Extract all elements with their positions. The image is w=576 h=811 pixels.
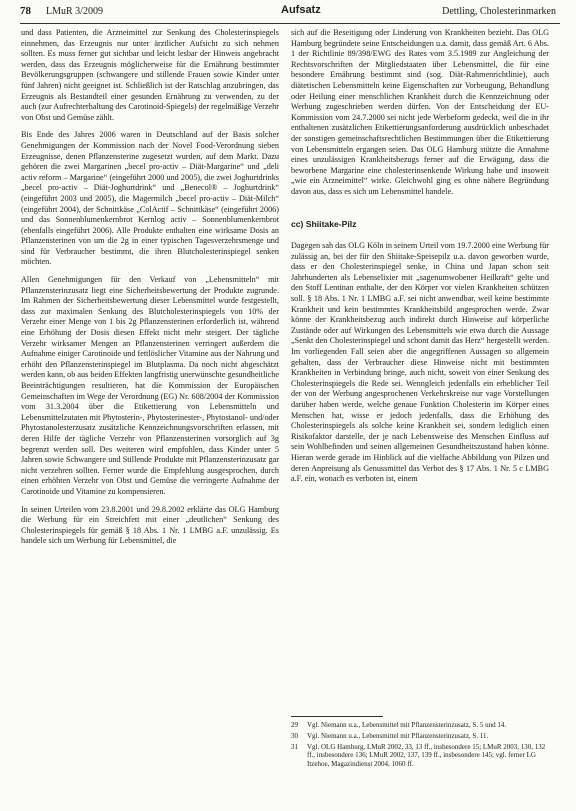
footnote <box>291 743 549 769</box>
paragraph: sich auf die Beseitigung oder Linderung von Krankheiten bezieht. Das OLG Hamburg begründete seine Entscheidungen u.a. damit, dass gemäß Art. 6 Abs. 1 der Richtlinie 89/398/EWG des Rates vom 3.5.1989 zur Angleichung der Rechtsvorschriften der Mitgliedstaaten über Lebensmittel, die für eine besondere Ernährung bestimmt sind (sog. Diät-Rahmenrichtlinie), auch diätetischen Lebensmitteln keine Eigenschaften zur Vorbeugung, Behandlung oder Heilung einer menschlichen Krankheit durch die Kennzeichnung oder Werbung zugeschrieben werden dürfen. Von der Entscheidung der EU-Kommission vom 24.7.2000 sei nicht jede Werbeform gedeckt, weil die in ihr enthaltenen zusätzlichen Etikettierungsanforderung ausdrücklich unbeschadet der sonstigen gemeinschaftsrechtlichen Bestimmungen über die Etikettierung von Lebensmitteln ergangen seien. Das OLG Hamburg stützte die Annahme eines unzulässigen Krankheitsbezugs ferner auf die Erwägung, dass die beworbene Margarine eine cholesterinsenkende Wirkung habe und insoweit „wie ein Arzneimittel“ wirke. Gleichwohl ging es ohne nähere Begründung davon aus, dass es sich um Lebensmittel handele. <box>291 28 549 196</box>
footnote-number: 29 <box>291 721 298 729</box>
paragraph: Bis Ende des Jahres 2006 waren in Deutschland auf der Basis solcher Genehmigungen der Kommission nach der Novel Food-Verordnung sieben Erzeugnisse, denen Pflanzensterine zugesetzt wurden, auf dem Markt. Dazu gehören die zwei Margarinen „becel pro-activ – Diät-Margarine“ und „deli activ reform – Margarine“ (eingeführt 2000 und 2005), die zwei Joghurtdrinks „becel pro-activ – Diät-Joghurtdrink“ und „Benecol® – Joghurtdrink“ (eingeführt 2003 und 2005), die Magermilch „becel pro-activ – Diät-Milch“ (eingeführt 2004), der Schnittkäse „ColActif – Schnittkäse“ (eingeführt 2006) und das Sonnenblumenkernbrot Kernlog activ – Sonnenblumenkernbrot (ebenfalls eingeführt 2006). Alle Produkte enthalten eine wirksame Dosis an Pflanzensterinen von um die 2g in einer typischen Tagesverzehrsmenge und sind für Verbraucher bestimmt, die ihren Blutcholesterinspiegel senken möchten. <box>21 130 279 267</box>
footnotes <box>291 716 549 771</box>
right-column <box>291 28 549 492</box>
section-heading: cc) Shiitake-Pilz <box>291 218 357 229</box>
page-header <box>20 3 560 24</box>
paragraph: In seinen Urteilen vom 23.8.2001 und 29.8.2002 erklärte das OLG Hamburg die Werbung für ein Streichfett mit einer „deutlichen“ Senkung des Cholesterinspiegels für gemäß § 18 Abs. 1 Nr. 1 LMBG a.F. unzulässig. Es handele sich um Werbung für Lebensmittel, die <box>21 504 279 546</box>
footnote-number: 30 <box>291 731 298 740</box>
footnote <box>291 721 549 730</box>
section-label: Aufsatz <box>281 4 321 16</box>
footnote-number: 31 <box>291 742 298 751</box>
paragraph: Allen Genehmigungen für den Verkauf von „Lebensmitteln“ mit Pflanzensterinzusatz liegt eine Sicherheitsbewertung der Produkte zugrunde. Im Rahmen der Sicherheitsbewertung dieser Lebensmittel wurde festgestellt, dass zur maximalen Senkung des Blutcholesterinspiegels von 10% der Verzehr einer Menge von 1 bis 2g Pflanzensterinen erforderlich ist, während eine Erhöhung der Dosis diesen Effekt nicht mehr steigert. Der tägliche Verzehr wirksamer Mengen an Pflanzensterinen verringert außerdem die Aufnahme einiger Carotinoide und fettlöslicher Vitamine aus der Nahrung und erhöht den Pflanzensterinspiegel im Blutplasma. Da noch nicht abgeschätzt werden kann, ob aus beiden Effekten langfristig unerwünschte gesundheitliche Beeinträchtigungen resultieren, hat die Kommission der Europäischen Gemeinschaften im Wege der Verordnung (EG) Nr. 608/2004 der Kommission vom 31.3.2004 über die Etikettierung von Lebensmitteln und Lebensmittelzutaten mit Phytosterin-, Phytosterinester-, Phytostanol- und/oder Phytostanolesterzusatz zusätzliche Kennzeichnungsvorschriften erlassen, mit deren Hilfe der tägliche Verzehr von Pflanzensterinen vorsorglich auf 3g begrenzt werden soll. Des weiteren wird empfohlen, dass Kinder unter 5 Jahren sowie Schwangere und Stillende Produkte mit Pflanzensterinzusatz gar nicht verzehren sollten. Ferner wurde die Empfehlung ausgesprochen, durch einen erhöhten Verzehr von Obst und Gemüse die verringerte Aufnahme der Carotinoide und Vitamine zu kompensieren. <box>21 275 279 496</box>
running-title: Dettling, Cholesterinmarken <box>442 6 556 17</box>
paragraph: Dagegen sah das OLG Köln in seinem Urteil vom 19.7.2000 eine Werbung für zulässig an, bei der für den Shiitake-Speisepilz u.a. davon geworben wurde, dass er den Cholesterinspiegel senke, in China und Japan schon seit Jahrhunderten als Lebenselixier mit „sagenumwobener Heilkraft“ gelte und den Stoff Lentinan enthalte, der den Körper vor vielen Krankheiten schützen soll. § 18 Abs. 1 Nr. 1 LMBG a.F. sei nicht anwendbar, weil keine bestimmte Krankheit und kein bestimmtes Krankheitsbild angesprochen werde. Zwar könne der Krankheitsbezug auch indirekt durch Hinweise auf körperliche Zustände oder auf Wirkungen des Lebensmittels wie etwa durch die Aussage „Senkt den Cholesterinspiegel und schont damit das Herz“ hergestellt werden. Im vorliegenden Fall seien aber die angegriffenen Aussagen so allgemein gehalten, dass der Verbraucher diese Hinweise nicht mit bestimmten Krankheiten in Verbindung bringe, auch nicht, soweit von einer Senkung des Cholesterinspiegels die Rede sei. Wenngleich jedenfalls ein erheblicher Teil der von der Werbung angesprochenen Verkehrskreise nur vage Vorstellungen darüber haben werde, welche genaue Funktion Cholesterin im Körper eines Menschen hat, wisse er jedoch jedenfalls, dass die Erhöhung des Cholesterinspiegels als solche keine Krankheit sei, sondern lediglich einen Risikofaktor darstelle, der je nach Lebensweise des Menschen Einfluss auf sein Wohlbefinden und seinen allgemeinen Gesundheitszustand haben könne. Hieran werde gerade im Hinblick auf die vielfache Abbildung von Pilzen und deren Anpreisung als Genussmittel das Verbot des § 17 Abs. 1 Nr. 5 c LMBG a.F. ein, wonach es verboten ist, einem <box>291 241 549 484</box>
footnote-text: Vgl. Niemann u.a., Lebensmittel mit Pflanzensterinzusatz, S. 11. <box>307 731 489 740</box>
paragraph: und dass Patienten, die Arzneimittel zur Senkung des Cholesterinspiegels einnehmen, das Erzeugnis nur unter ärztlicher Aufsicht zu sich nehmen sollten. Es muss ferner gut sichtbar und leicht lesbar der Hinweis angebracht werden, dass das Erzeugnis möglicherweise für die Ernährung bestimmter Bevölkerungsgruppen (schwangere und stillende Frauen sowie Kinder unter fünf Jahren) nicht geeignet ist. Schließlich ist der Ratschlag anzubringen, das Erzeugnis als Bestandteil einer gesunden Ernährung zu verwenden, zu der auch (zur Aufrechterhaltung des Carotinoid-Spiegels) der regelmäßige Verzehr von Obst und Gemüse zählt. <box>21 28 279 122</box>
footnote-text: Vgl. Niemann u.a., Lebensmittel mit Pflanzensterinzusatz, S. 5 und 14. <box>307 721 507 729</box>
footnote-text: Vgl. OLG Hamburg, LMuR 2002, 33, 13 ff., insbesondere 15; LMuR 2003, 130, 132 ff., insbesondere 136; LMuR 2002, 137, 139 ff., insbesondere 145; vgl. ferner LG Itzehoe, Magazindienst 2004, 1060 ff. <box>307 742 546 769</box>
journal-reference: LMuR 3/2009 <box>46 6 103 17</box>
page-number: 78 <box>20 5 31 17</box>
left-column <box>21 28 279 554</box>
footnote <box>291 732 549 741</box>
footnote-divider <box>291 716 383 717</box>
